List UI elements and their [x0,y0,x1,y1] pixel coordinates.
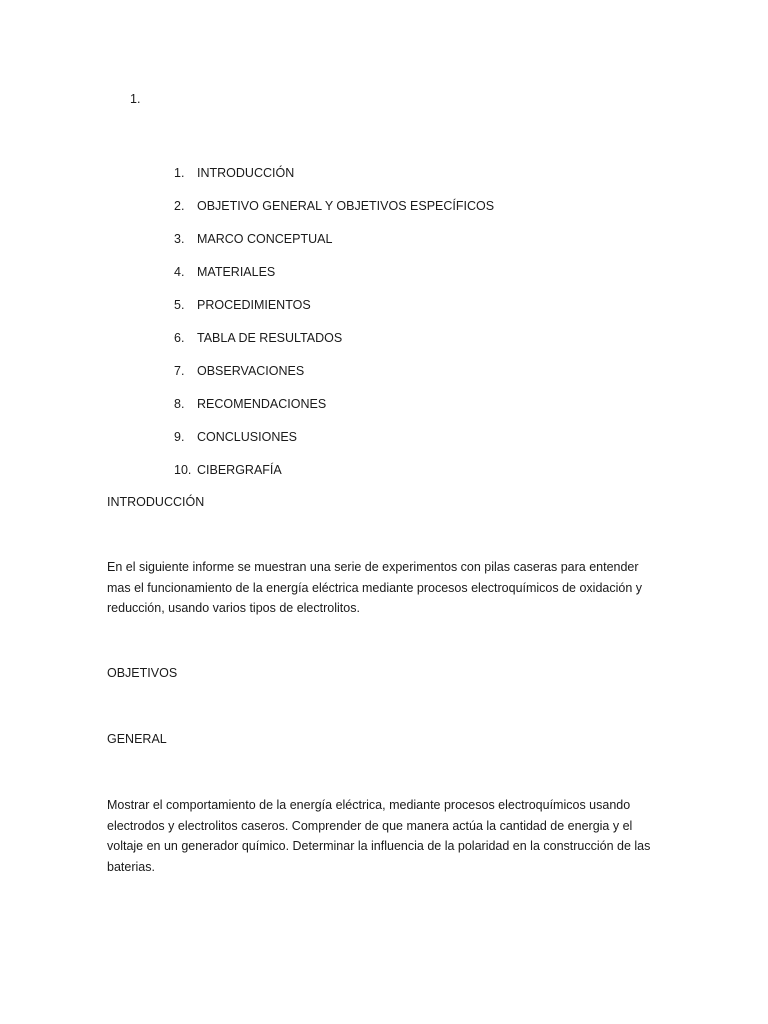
toc-item-label: INTRODUCCIÓN [197,166,295,180]
toc-item-label: CONCLUSIONES [197,430,298,444]
general-objective-paragraph [107,795,667,877]
outer-list-number: 1. [130,92,141,106]
toc-item-label: MARCO CONCEPTUAL [197,232,333,246]
paragraph-line: mas el funcionamiento de la energía eléctrica mediante procesos electroquímicos de oxidación y [107,580,643,595]
toc-item [174,396,494,429]
toc-item-number: 4. [174,265,185,279]
paragraph-line: baterias. [107,859,155,874]
paragraph-line: reducción, usando varios tipos de electrolitos. [107,601,360,615]
general-objective-heading: GENERAL [107,732,167,746]
toc-item-number: 10. [174,463,192,477]
toc-item [174,165,494,198]
toc-item-number: 8. [174,397,185,411]
intro-paragraph [107,557,667,619]
toc-item-number: 2. [174,199,185,213]
toc-item-label: PROCEDIMIENTOS [197,298,311,312]
toc-item-label: OBJETIVO GENERAL Y OBJETIVOS ESPECÍFICOS [197,199,495,213]
toc-item [174,297,494,330]
paragraph-line: En el siguiente informe se muestran una serie de experimentos con pilas caseras para entender [107,560,639,574]
toc-item-number: 1. [174,166,185,180]
paragraph-line: Mostrar el comportamiento de la energía eléctrica, mediante procesos electroquímicos usando [107,798,631,812]
toc-item [174,264,494,297]
toc-item-number: 6. [174,331,185,345]
toc-item [174,330,494,363]
paragraph-line: voltaje en un generador químico. Determinar la influencia de la polaridad en la construcción de las [107,839,651,853]
toc-item-label: MATERIALES [197,265,276,279]
toc-item [174,231,494,264]
toc-item-number: 3. [174,232,185,246]
table-of-contents [174,165,494,495]
toc-item [174,462,494,495]
toc-item-label: OBSERVACIONES [197,364,305,378]
toc-item-number: 5. [174,298,185,312]
toc-item [174,198,494,231]
toc-item-label: TABLA DE RESULTADOS [197,331,343,345]
toc-item [174,429,494,462]
toc-item-label: CIBERGRAFÍA [197,463,282,477]
paragraph-line: electrodos y electrolitos caseros. Comprender de que manera actúa la cantidad de energia y el [107,818,633,833]
toc-item-number: 9. [174,430,185,444]
toc-item-label: RECOMENDACIONES [197,397,327,411]
objectives-heading: OBJETIVOS [107,666,178,680]
toc-item-number: 7. [174,364,185,378]
toc-item [174,363,494,396]
intro-heading: INTRODUCCIÓN [107,495,205,509]
